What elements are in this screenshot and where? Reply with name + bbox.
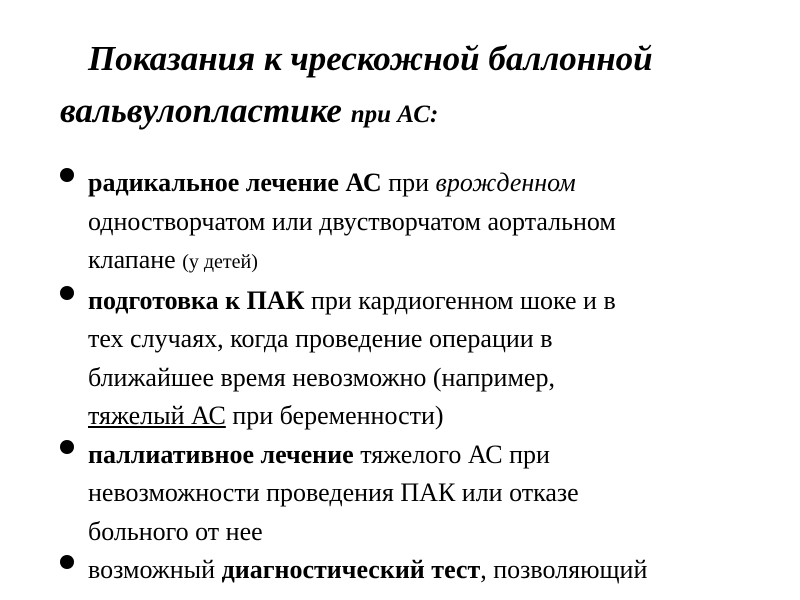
bullet-item-preparation: [0, 282, 800, 436]
bullet-bold-term: диагностический тест: [221, 555, 481, 584]
title-line-2-small: при АС:: [350, 101, 439, 128]
bullet-bold-term: паллиативное лечение: [88, 439, 354, 469]
bullet-text: невозможности проведения ПАК или отказе: [88, 478, 579, 507]
bullet-dot: [60, 440, 74, 454]
bullet-text: одностворчатом или двустворчатом аортальном: [88, 206, 616, 236]
bullet-text: при беременности): [225, 401, 444, 430]
bullet-text: при кардиогенном шоке и в: [304, 285, 616, 315]
bullet-italic-term: врожденном: [435, 168, 576, 197]
bullet-text: ближайшее время невозможно (например,: [88, 362, 555, 392]
bullet-text: тяжелого АС при: [353, 439, 550, 469]
bullet-small-note: (у детей): [182, 251, 258, 273]
bullet-dot: [60, 286, 74, 300]
bullet-underlined-term: тяжелый АС: [88, 401, 226, 430]
bullet-bold-term: подготовка к ПАК: [88, 285, 305, 315]
bullet-bold-term: радикальное лечение АС: [88, 168, 382, 197]
title-line-2-main: вальвулопластике: [60, 91, 351, 130]
bullet-text: возможный: [88, 555, 222, 584]
bullet-dot: [60, 168, 74, 182]
bullet-item-radical-treatment: [0, 164, 800, 282]
bullet-text: клапане: [88, 245, 183, 274]
bullet-text: , позволяющий: [480, 555, 648, 584]
bullet-item-diagnostic: [0, 551, 800, 590]
bullet-dot: [60, 555, 74, 569]
bullet-text: тех случаях, когда проведение операции в: [88, 324, 553, 353]
title-line-1: Показания к чрескожной баллонной: [88, 39, 653, 78]
bullet-item-palliative: [0, 436, 800, 552]
bullet-text: при: [381, 168, 436, 197]
bullet-list: [0, 164, 800, 590]
bullet-text: больного от нее: [88, 516, 263, 546]
title-line-2: [60, 84, 438, 142]
